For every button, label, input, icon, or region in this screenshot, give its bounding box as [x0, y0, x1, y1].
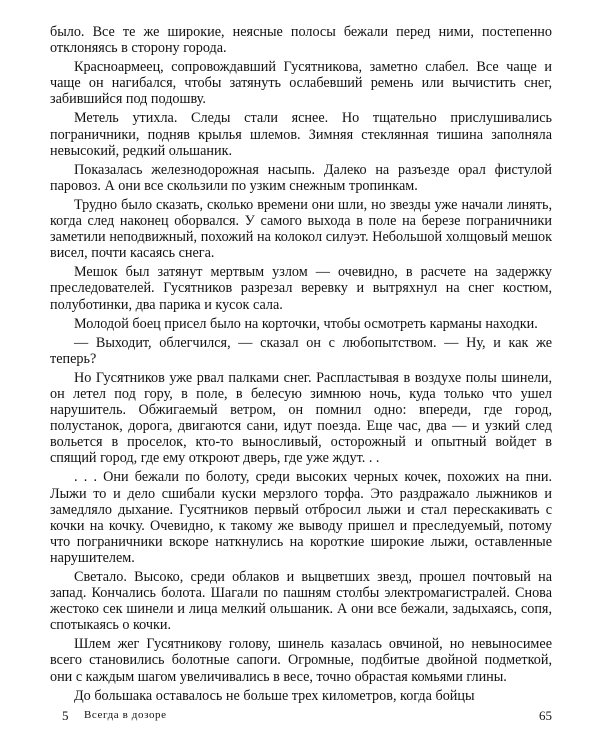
paragraph-12: Шлем жег Гусятникову голову, шинель казалась овчиной, но невыносимее всего становились болотные сапоги. Огромные, подбитые двойной подметкой, они с каждым шагом увеличивались в весе, точно обрастая комьями глины.: [50, 636, 552, 685]
paragraph-2: Красноармеец, сопровождавший Гусятникова, заметно слабел. Все чаще и чаще он нагибался, чтобы затянуть ослабевший ремень или вычистить снег, забившийся под подошву.: [50, 59, 552, 108]
paragraph-4: Показалась железнодорожная насыпь. Далеко на разъезде орал фистулой паровоз. А они все скользили по узким снежным тропинкам.: [50, 161, 552, 194]
text-body: [50, 24, 552, 704]
paragraph-10: . . . Они бежали по болоту, среди высоких черных кочек, похожих на пни. Лыжи то и дело сшибали куски мерзлого торфа. Это раздражало лыжников и замедляло дыхание. Гусятников первый отбросил лыжи и стал перескакивать с кочки на кочку. Очевидно, к такому же выводу пришел и преследуемый, потому что пограничники вскоре наткнулись на короткие широкие лыжи, оставленные нарушителем.: [50, 469, 552, 566]
paragraph-6: Мешок был затянут мертвым узлом — очевидно, в расчете на задержку преследователей. Гусятников разрезал веревку и вытряхнул на снег костюм, полуботинки, два парика и кусок сала.: [50, 264, 552, 313]
signature-number: 5: [62, 708, 69, 723]
paragraph-11: Светало. Высоко, среди облаков и выцветших звезд, прошел почтовый на запад. Кончались болота. Шагали по пашням столбы электромагистралей. Снова жестоко сек шинели и лица мелкий ольшаник. А они все бежали, задыхаясь, сопя, спотыкаясь о кочки.: [50, 569, 552, 634]
paragraph-9: Но Гусятников уже рвал палками снег. Распластывая в воздухе полы шинели, он летел под гору, в поле, в белесую зимнюю ночь, куда только что ушел нарушитель. Обжигаемый ветром, он помнил одно: впереди, где город, полустанок, дорога, двигаются сани, идут поезда. Еще час, два — и узкий след вольется в проселок, кто-то выносливый, осторожный и опытный войдет в спящий город, где ему откроют дверь, где уже ждут. . .: [50, 369, 552, 467]
paragraph-13: До большака оставалось не больше трех километров, когда бойцы: [74, 687, 475, 704]
paragraph-1: было. Все те же широкие, неясные полосы бежали перед ними, постепенно отклоняясь в сторону города.: [50, 24, 552, 57]
paragraph-8: — Выходит, облегчился, — сказал он с любопытством. — Ну, и как же теперь?: [50, 334, 552, 367]
paragraph-5: Трудно было сказать, сколько времени они шли, но звезды уже начали линять, когда след наконец оборвался. У самого выхода в поле на березе пограничники заметили неподвижный, похожий на колокол силуэт. Небольшой холщовый мешок висел, почти касаясь снега.: [50, 196, 552, 262]
paragraph-7: Молодой боец присел было на корточки, чтобы осмотреть карманы находки.: [74, 315, 538, 332]
signature-title: Всегда в дозоре: [84, 709, 167, 721]
paragraph-3: Метель утихла. Следы стали яснее. Но тщательно прислушивались пограничники, подняв крылья шлемов. Зимняя стеклянная тишина заполняла невысокий, редкий ольшаник.: [50, 110, 552, 159]
page-number: 65: [539, 708, 552, 723]
page-footer: [50, 708, 552, 728]
